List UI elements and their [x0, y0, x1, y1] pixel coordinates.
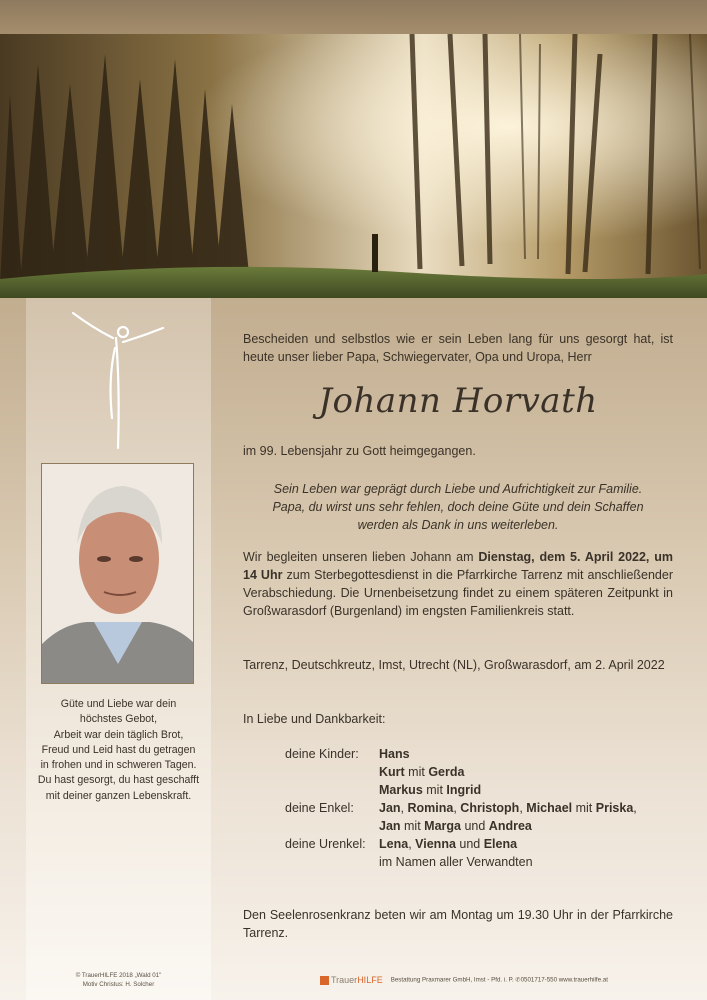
name: Vienna: [415, 837, 456, 851]
rosary-notice: Den Seelenrosenkranz beten wir am Montag um 19.30 Uhr in der Pfarrkirche Tarrenz.: [243, 908, 673, 940]
connector: mit: [404, 765, 429, 779]
passing-line: im 99. Lebensjahr zu Gott heimgegangen.: [243, 444, 476, 458]
family-names: [379, 763, 679, 781]
name: Lena: [379, 837, 409, 851]
family-names: [379, 835, 679, 853]
name: Christoph: [460, 801, 520, 815]
family-names: [379, 745, 679, 763]
poem-line: in frohen und in schweren Tagen.: [40, 759, 197, 772]
deceased-name: Johann Horvath: [318, 381, 598, 421]
separator: ,: [408, 837, 416, 851]
connector: und: [460, 819, 489, 833]
name: Andrea: [488, 819, 532, 833]
name: Gerda: [428, 765, 465, 779]
connector: und: [455, 837, 484, 851]
intro-text: Bescheiden und selbstlos wie er sein Leben lang für uns gesorgt hat, ist heute unser lieber Papa, Schwiegervater, Opa und Uropa, Herr: [243, 332, 673, 364]
logo-part: HILFE: [357, 975, 383, 985]
forest-banner-image: [0, 34, 707, 298]
name: Romina: [407, 801, 454, 815]
trauerhilfe-logo: [331, 975, 383, 985]
separator: ,: [633, 801, 637, 815]
connector: mit: [422, 783, 447, 797]
name: Michael: [526, 801, 573, 815]
name: Jan: [379, 819, 401, 833]
service-post: zum Sterbegottesdienst in die Pfarrkirche Tarrenz mit anschließender Verabschiedung. Die Urnenbeisetzung findet zu einem späteren Zeitpunkt in Großwarasdorf (Burgenland) im engsten Familienkreis statt.: [243, 568, 674, 618]
family-names: [379, 817, 679, 835]
quote-line: Papa, du wirst uns sehr fehlen, doch deine Güte und dein Schaffen: [272, 500, 644, 514]
separator: ,: [519, 801, 527, 815]
memorial-quote: [243, 480, 673, 534]
service-details: [243, 548, 673, 620]
portrait-photo: [41, 463, 194, 684]
service-date: Dienstag, dem 5. April 2022,: [478, 550, 650, 564]
name: Hans: [379, 747, 410, 761]
name: Marga: [424, 819, 461, 833]
name: Markus: [379, 783, 423, 797]
quote-line: werden als Dank in uns weiterleben.: [357, 518, 559, 532]
family-names: [379, 781, 679, 799]
places-date-line: Tarrenz, Deutschkreutz, Imst, Utrecht (NL), Großwarasdorf, am 2. April 2022: [243, 658, 665, 672]
logo-part: Trauer: [331, 975, 358, 985]
copyright-note: [30, 971, 207, 989]
separator: ,: [453, 801, 461, 815]
poem-line: Du hast gesorgt, du hast geschafft: [37, 774, 200, 787]
poem-line: Arbeit war dein täglich Brot,: [53, 728, 184, 741]
trauerhilfe-logo-icon: [320, 976, 329, 985]
connector: mit: [572, 801, 596, 815]
urenkel-label: deine Urenkel:: [285, 837, 366, 851]
motif-credit: Motiv Christus: H. Solcher: [82, 981, 155, 988]
service-pre: Wir begleiten unseren lieben Johann am: [243, 550, 479, 564]
poem-line: Güte und Liebe war dein: [60, 698, 177, 710]
name: Priska: [595, 801, 634, 815]
poem-line: höchstes Gebot,: [79, 713, 158, 726]
name: Ingrid: [446, 783, 482, 797]
separator: ,: [400, 801, 408, 815]
copyright-line: © TrauerHILFE 2018 „Wald 01": [75, 972, 162, 979]
top-band: [0, 0, 707, 34]
connector: mit: [400, 819, 425, 833]
christ-cross-icon: [68, 308, 168, 453]
name: Jan: [379, 801, 401, 815]
enkel-label: deine Enkel:: [285, 801, 354, 815]
name: Elena: [483, 837, 518, 851]
family-names: [379, 799, 679, 817]
poem-line: mit deiner ganzen Lebenskraft.: [45, 789, 192, 802]
thanks-heading: In Liebe und Dankbarkeit:: [243, 712, 386, 726]
name: Kurt: [379, 765, 405, 779]
poem: [30, 697, 207, 804]
relatives-line: im Namen aller Verwandten: [379, 855, 533, 869]
poem-line: Freud und Leid hast du getragen: [41, 743, 196, 756]
imprint-text: Bestattung Praxmarer GmbH, Imst - Pfd. i. P. ✆0501717-550 www.trauerhilfe.at: [390, 976, 608, 984]
kinder-label: deine Kinder:: [285, 747, 359, 761]
service-time: um 14 Uhr: [243, 550, 673, 582]
quote-line: Sein Leben war geprägt durch Liebe und Aufrichtigkeit zur Familie.: [273, 482, 643, 496]
footer-imprint: [320, 975, 700, 985]
